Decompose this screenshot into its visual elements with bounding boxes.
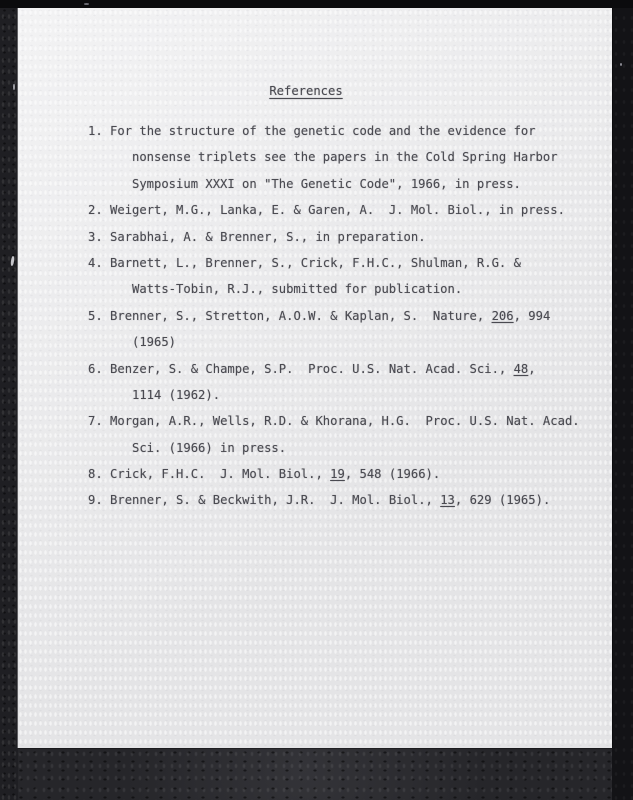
reference-text-segment: Weigert, M.G., Lanka, E. & Garen, A. J. Mol. Biol., in press. [110,203,565,218]
reference-item [88,250,612,303]
reference-item [88,461,612,487]
reference-text-segment: 19 [330,467,345,482]
reference-number: 7. [88,414,111,429]
reference-item [88,487,612,513]
reference-item [88,356,612,409]
document-content [18,8,612,748]
reference-text-segment: , 994 [513,308,551,323]
reference-text-segment: Symposium XXXI on "The Genetic Code", 1966, in press. [132,176,521,191]
reference-line [88,461,612,487]
reference-number: 1. [88,124,111,138]
reference-text-segment: Watts-Tobin, R.J., submitted for publication. [132,282,463,297]
reference-number: 8. [88,467,111,482]
reference-text-segment: (1965) [132,335,177,350]
backdrop-left-band [0,0,18,800]
reference-line [132,276,612,302]
reference-text-segment: , 629 (1965). [454,493,551,508]
reference-line [88,118,612,144]
references-title: References [269,84,343,98]
reference-number: 2. [88,203,111,218]
reference-text-segment: , 548 (1966). [344,467,441,482]
reference-item [88,303,612,356]
reference-text-segment: 13 [440,493,455,508]
reference-line [132,329,612,355]
reference-number: 9. [88,493,111,508]
reference-text-segment: 206 [491,308,514,323]
backdrop-right-band [612,0,633,800]
reference-text-segment: , [528,361,536,376]
reference-text-segment: For the structure of the genetic code and the evidence for [110,124,536,138]
reference-text-segment: Morgan, A.R., Wells, R.D. & Khorana, H.G. Proc. U.S. Nat. Acad. [110,414,580,429]
reference-number: 3. [88,229,111,244]
reference-line [88,250,612,276]
scan-artifact-speck [84,3,89,5]
reference-text-segment: Barnett, L., Brenner, S., Crick, F.H.C., Shulman, R.G. & [110,255,521,270]
reference-number: 5. [88,308,111,323]
reference-item [88,224,612,250]
reference-text-segment: Benzer, S. & Champe, S.P. Proc. U.S. Nat. Acad. Sci., [110,361,514,376]
reference-line [88,224,612,250]
reference-text-segment: 1114 (1962). [132,387,221,402]
reference-text-segment: Sci. (1966) in press. [132,440,287,455]
reference-line [88,197,612,223]
reference-line [88,303,612,329]
reference-text-segment: Crick, F.H.C. J. Mol. Biol., [110,467,331,482]
document-page [18,8,612,748]
reference-item [88,408,612,461]
reference-line [132,382,612,408]
reference-line [132,171,612,197]
reference-number: 4. [88,255,111,270]
reference-text-segment: nonsense triplets see the papers in the Cold Spring Harbor [132,150,558,165]
backdrop-top-band [0,0,633,8]
reference-item [88,118,612,197]
reference-text-segment: 48 [513,361,529,376]
reference-text-segment: Brenner, S. & Beckwith, J.R. J. Mol. Biol., [110,493,441,508]
reference-item [88,197,612,223]
reference-text-segment: Brenner, S., Stretton, A.O.W. & Kaplan, S. Nature, [110,308,492,323]
reference-line [88,487,612,513]
reference-text-segment: Sarabhai, A. & Brenner, S., in preparation. [110,229,426,244]
reference-number: 6. [88,361,111,376]
references-list [88,118,612,514]
reference-line [88,408,612,434]
reference-line [132,144,612,170]
reference-line [88,356,612,382]
backdrop-bottom-band [0,748,633,800]
scan-artifact-speck [620,63,622,66]
reference-line [132,435,612,461]
